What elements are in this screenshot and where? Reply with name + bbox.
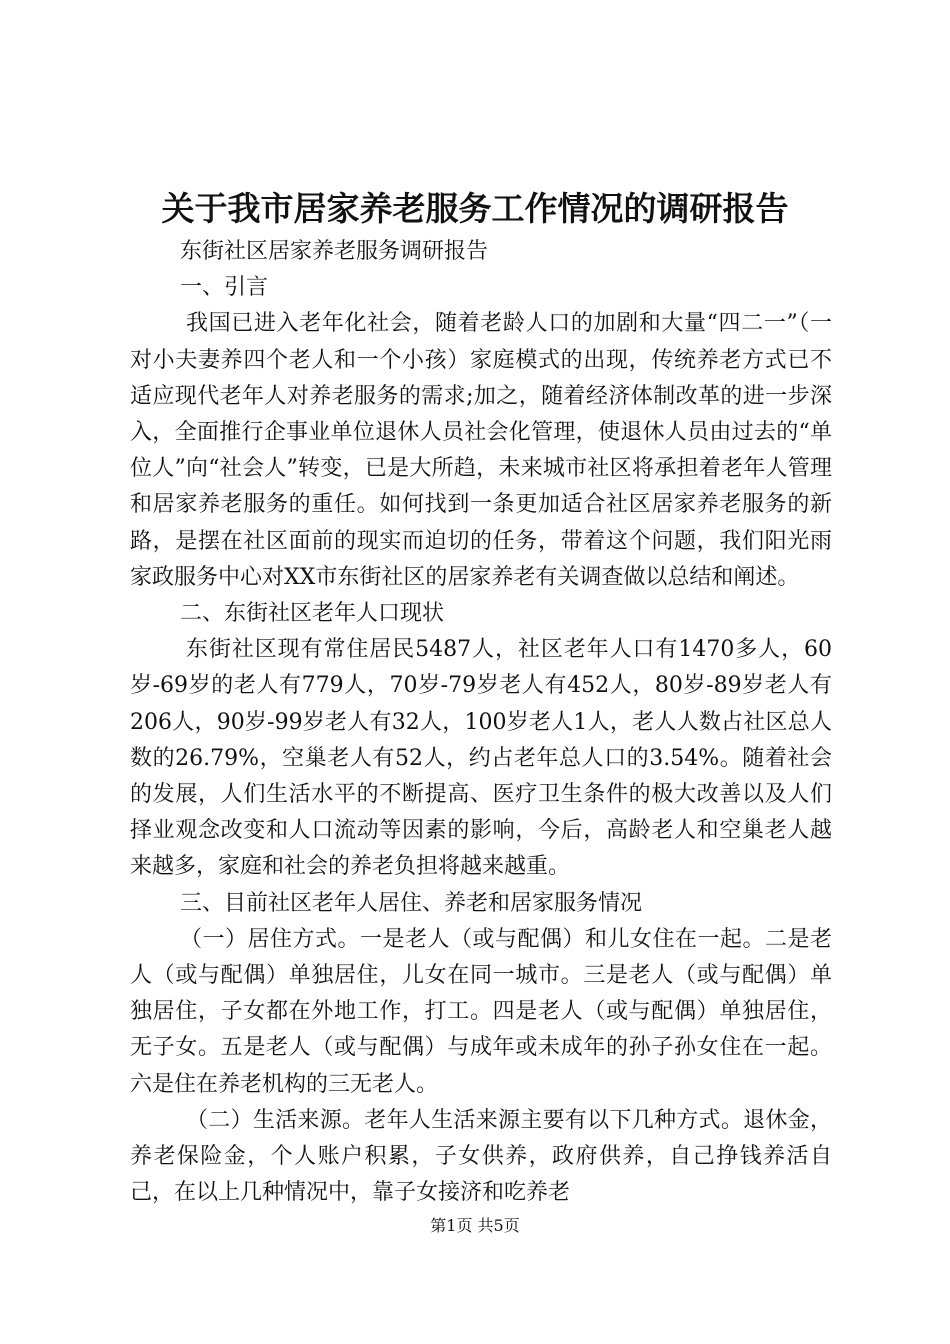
paragraph-population: 东街社区现有常住居民5487人，社区老年人口有1470多人，60岁-69岁的老人有779人，70岁-79岁老人有452人，80岁-89岁老人有206人，90岁-99岁老人有32人，100岁老人1人，老人人数占社区总人数的26.79%，空巢老人有52人，约占老年总人口的3.54%。随着社会的发展，人们生活水平的不断提高、医疗卫生条件的极大改善以及人们择业观念改变和人口流动等因素的影响，今后，高龄老人和空巢老人越来越多，家庭和社会的养老负担将越来越重。 xyxy=(130,637,832,880)
section-heading-living-situation: 三、目前社区老年人居住、养老和居家服务情况 xyxy=(180,890,643,916)
paragraph-living-arrangements: （一）居住方式。一是老人（或与配偶）和儿女住在一起。二是老人（或与配偶）单独居住，儿女在同一城市。三是老人（或与配偶）单独居住，子女都在外地工作，打工。四是老人（或与配偶）单独居住，无子女。五是老人（或与配偶）与成年或未成年的孙子孙女住在一起。六是住在养老机构的三无老人。 xyxy=(130,926,832,1097)
section-heading-introduction: 一、引言 xyxy=(180,275,269,301)
document-title: 关于我市居家养老服务工作情况的调研报告 xyxy=(161,189,789,228)
section-heading-population: 二、东街社区老年人口现状 xyxy=(180,601,445,627)
paragraph-introduction: 我国已进入老年化社会，随着老龄人口的加剧和大量“四二一”（一对小夫妻养四个老人和一个小孩）家庭模式的出现，传统养老方式已不适应现代老年人对养老服务的需求;加之，随着经济体制改革的进一步深入，全面推行企事业单位退休人员社会化管理，使退休人员由过去的“单位人”向“社会人”转变，已是大所趋，未来城市社区将承担着老年人管理和居家养老服务的重任。如何找到一条更加适合社区居家养老服务的新路，是摆在社区面前的现实而迫切的任务，带着这个问题，我们阳光雨家政服务中心对XX市东街社区的居家养老有关调查做以总结和阐述。 xyxy=(130,311,832,590)
page-number-footer: 第1页 共5页 xyxy=(430,1216,520,1235)
document-body xyxy=(130,234,832,1211)
report-subtitle: 东街社区居家养老服务调研报告 xyxy=(180,239,489,264)
paragraph-income-sources: （二）生活来源。老年人生活来源主要有以下几种方式。退休金，养老保险金，个人账户积累，子女供养，政府供养，自己挣钱养活自己，在以上几种情况中，靠子女接济和吃养老 xyxy=(130,1107,832,1206)
